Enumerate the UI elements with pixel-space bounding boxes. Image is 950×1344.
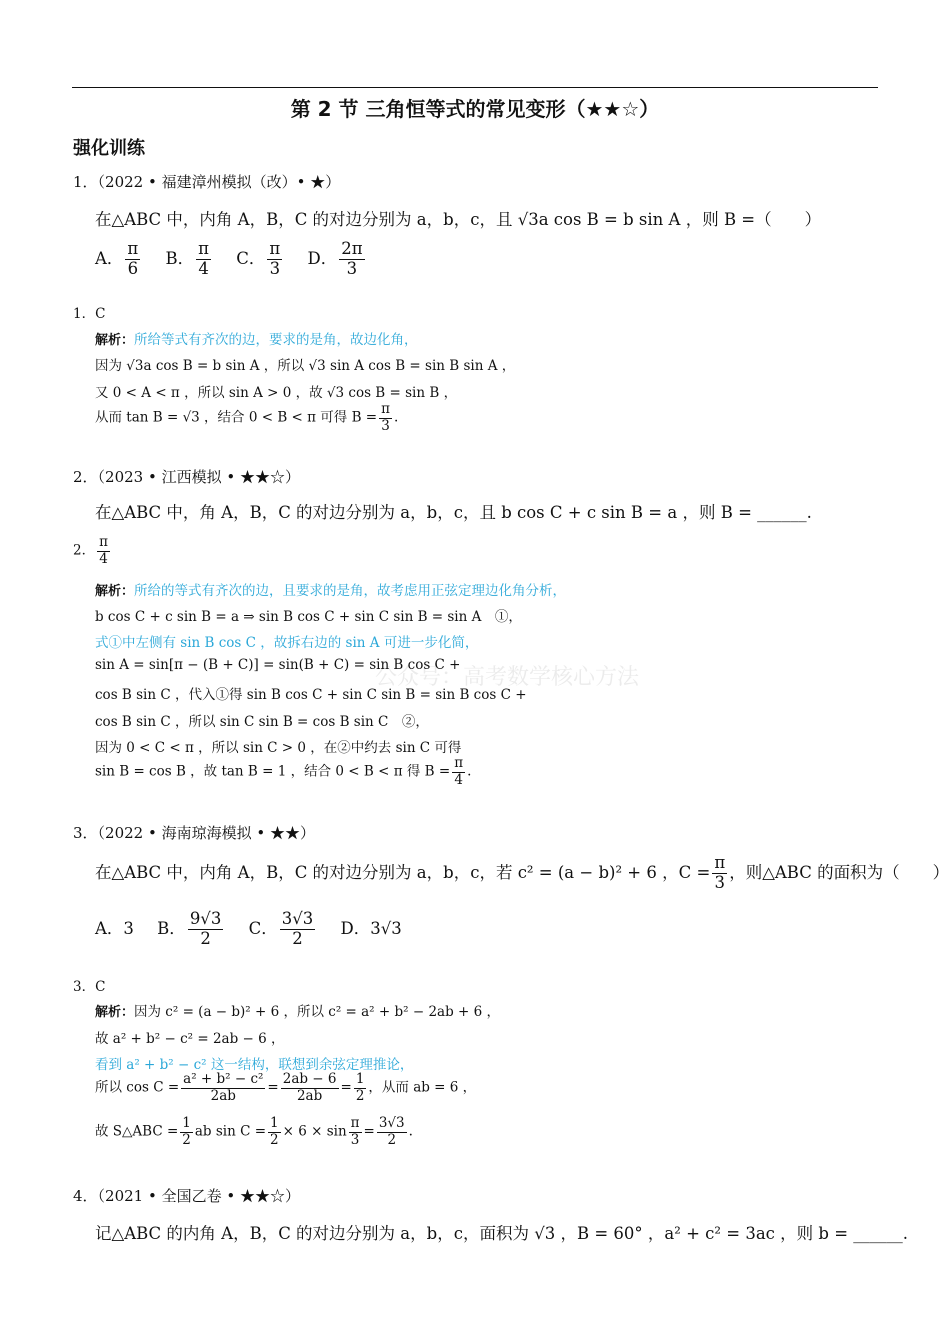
answer-1-line-2: 因为 √3a cos B = b sin A ，所以 √3 sin A cos B = sin B sin A ， — [95, 358, 516, 374]
option-a[interactable]: A． $\frac{\pi}{6}$ — [95, 239, 139, 278]
answer-2-line-3: sin A = sin[π − (B + C)] = sin(B + C) = sin B cos C + — [95, 657, 461, 673]
answer-2-line-6: 因为 0 < C < π ，所以 sin C > 0 ，在②中约去 sin C 可得 — [95, 740, 462, 756]
header-rule — [72, 87, 878, 88]
answer-2-line-2: b cos C + c sin B = a ⇒ sin B cos C + sin C sin B = sin A ①， — [95, 609, 522, 625]
answer-2-line-5: cos B sin C ，所以 sin C sin B = cos B sin C ②， — [95, 714, 429, 730]
option-c[interactable]: C． $\frac{3√3}{2}$ — [248, 909, 314, 948]
answer-2-analysis: 解析：所给的等式有齐次的边，且要求的是角，故考虑用正弦定理边化角分析， — [95, 583, 567, 599]
page-title: 第 2 节 三角恒等式的常见变形（★★☆） — [290, 97, 660, 121]
answer-2-line-4: cos B sin C ，代入①得 sin B cos C + sin C sin B = sin B cos C + — [95, 687, 527, 703]
option-a[interactable]: A．3 — [95, 918, 134, 938]
answer-3-line-4: 所以 cos C = $\frac{\text{a² + b² − c²}}{2ab}$ = $\frac{2ab - 6}{2ab}$ = $\frac{1}{2}$ ，从而 ab = 6 ， — [95, 1071, 477, 1104]
answer-1: 1．C — [73, 306, 106, 322]
question-1-stem: 在△ABC 中，内角 A，B，C 的对边分别为 a，b，c，且 √3a cos B = b sin A ，则 B =（ ） — [95, 210, 822, 229]
answer-3-hint: 看到 a² + b² − c² 这一结构，联想到余弦定理推论， — [95, 1057, 414, 1073]
section-title: 强化训练 — [73, 138, 145, 159]
question-3-header: 3．（2022 • 海南琼海模拟 • ★★） — [73, 824, 315, 842]
question-1-options — [95, 240, 385, 279]
question-2-header: 2．（2023 • 江西模拟 • ★★☆） — [73, 468, 300, 486]
answer-3: 3．C — [73, 979, 106, 995]
answer-2-line-7: sin B = cos B ，故 tan B = 1 ，结合 0 < B < π 得 B = $\frac{\pi}{4}$ . — [95, 755, 472, 788]
question-3-stem: 在△ABC 中，内角 A，B，C 的对边分别为 a，b，c，若 c² = (a − b)² + 6 ，C = $\frac{\pi}{3}$ ，则△ABC 的面积为（ ） — [95, 853, 950, 892]
option-d[interactable]: D．3√3 — [340, 918, 402, 938]
answer-1-analysis: 解析：所给等式有齐次的边，要求的是角，故边化角， — [95, 332, 418, 348]
question-2-stem: 在△ABC 中，角 A，B，C 的对边分别为 a，b，c，且 b cos C + c sin B = a ，则 B = ______. — [95, 503, 812, 522]
option-b[interactable]: B． $\frac{\pi}{4}$ — [165, 239, 210, 278]
question-1-header: 1．（2022 • 福建漳州模拟（改）• ★） — [73, 173, 341, 191]
question-4-header: 4．（2021 • 全国乙卷 • ★★☆） — [73, 1187, 300, 1205]
option-b[interactable]: B． $\frac{9√3}{2}$ — [157, 909, 222, 948]
answer-2-hint-2: 式①中左侧有 sin B cos C ，故拆右边的 sin A 可进一步化简， — [95, 635, 479, 651]
question-3-options — [95, 910, 420, 949]
answer-1-line-4: 从而 tan B = √3 ，结合 0 < B < π 可得 B = $\frac{\pi}{3}$ . — [95, 401, 399, 434]
watermark: 公众号：高考数学核心方法 — [375, 665, 640, 690]
question-4-stem: 记△ABC 的内角 A，B，C 的对边分别为 a，b，c，面积为 √3 ，B = 60° ，a² + c² = 3ac ，则 b = ______. — [95, 1224, 909, 1243]
answer-2: 2． $\frac{\pi}{4}$ — [73, 534, 108, 567]
answer-1-line-3: 又 0 < A < π ，所以 sin A > 0 ，故 √3 cos B = sin B ， — [95, 385, 458, 401]
answer-3-line-2: 故 a² + b² − c² = 2ab − 6 ， — [95, 1031, 285, 1047]
answer-3-line-5: 故 S△ABC = $\frac{1}{2}$ ab sin C = $\frac{1}{2}$ × 6 × sin $\frac{\pi}{3}$ = $\frac{3√3}{2}$ . — [95, 1115, 413, 1148]
option-d[interactable]: D． $\frac{2\pi}{3}$ — [307, 239, 363, 278]
option-c[interactable]: C． $\frac{\pi}{3}$ — [236, 239, 281, 278]
answer-3-line-1: 解析：因为 c² = (a − b)² + 6 ，所以 c² = a² + b² − 2ab + 6 ， — [95, 1004, 500, 1020]
